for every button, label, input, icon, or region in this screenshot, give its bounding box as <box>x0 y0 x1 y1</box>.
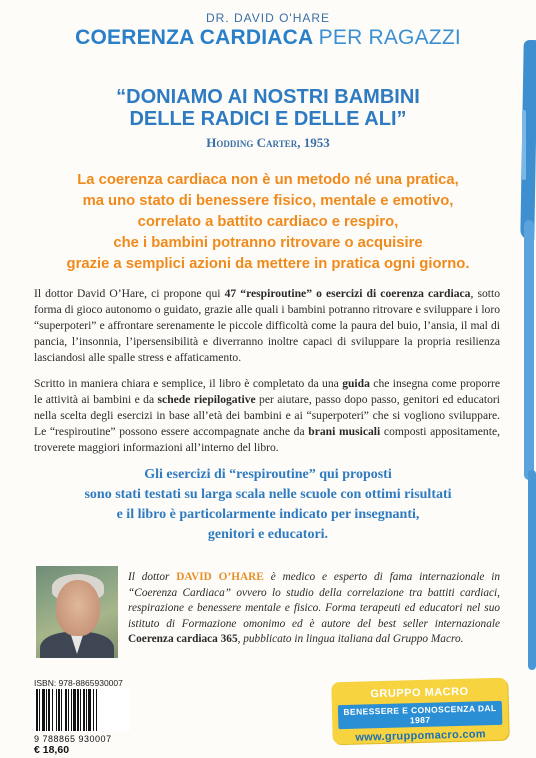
barcode-bar <box>39 689 40 731</box>
publisher-url: www.gruppomacro.com <box>355 728 487 744</box>
barcode-bar <box>93 689 94 731</box>
intro-line: che i bambini potranno ritrovare o acquisire <box>113 235 423 251</box>
description-paragraph-2 <box>34 376 500 456</box>
barcode-bar <box>88 689 91 731</box>
intro-line: grazie a semplici azioni da mettere in pratica ogni giorno. <box>66 256 470 272</box>
barcode-bar <box>36 689 38 731</box>
quote-attribution: Hodding Carter, 1953 <box>206 135 330 150</box>
barcode-bar <box>61 689 62 731</box>
barcode-bar <box>80 689 81 731</box>
intro-line: correlato a battito cardiaco e respiro, <box>137 214 399 230</box>
text-run-bold: schede riepilogative <box>157 393 256 406</box>
description-paragraph-1 <box>34 286 500 366</box>
highlight-line: sono stati testati su larga scala nelle scuole con ottimi risultati <box>84 487 452 502</box>
barcode-bar <box>86 689 87 731</box>
barcode-bar <box>71 689 72 731</box>
epigraph-quote <box>0 86 536 130</box>
text-run: Il dottor <box>128 571 177 583</box>
price-label: € 18,60 <box>34 744 70 756</box>
isbn-label: ISBN: 978-8865930007 <box>34 678 123 688</box>
intro-statement <box>20 170 516 275</box>
text-run-bold: brani musicali <box>308 425 381 438</box>
book-title <box>0 26 536 50</box>
barcode-bar <box>42 689 45 731</box>
author-photo <box>36 566 118 658</box>
quote-line-1: “DONIAMO AI NOSTRI BAMBINI <box>116 86 420 108</box>
text-run: , pubblicato in lingua italiana dal Gruppo Macro. <box>237 633 464 646</box>
decorative-brush-stroke <box>528 470 536 670</box>
barcode-bar <box>73 689 76 731</box>
text-run: per aiutare, passo dopo passo, genitori ed educatori nella scelta degli esercizi in base all’età dei bambini e ai “superpoteri” che si vogliono sviluppare. Le “respiroutine” possono essere accompagnate anche da <box>34 393 500 438</box>
barcode <box>34 689 130 731</box>
publisher-tagline: BENESSERE E CONOSCENZA DAL 1987 <box>338 701 503 729</box>
decorative-brush-stroke <box>524 220 534 480</box>
text-run: composti appositamente, troverete maggiori informazioni all’interno del libro. <box>34 425 500 454</box>
barcode-digits: 9 788865 930007 <box>34 734 112 744</box>
publisher-badge <box>331 678 509 745</box>
bio-book-title: Coerenza cardiaca 365 <box>128 633 238 646</box>
barcode-bar <box>46 689 47 731</box>
highlight-line: e il libro è particolarmente indicato per insegnanti, <box>116 507 420 522</box>
author-name: DR. DAVID O'HARE <box>205 11 331 25</box>
title-main: COERENZA CARDIACA <box>75 26 313 49</box>
barcode-bar <box>56 689 57 731</box>
barcode-bar <box>96 689 97 731</box>
barcode-bars <box>34 689 130 731</box>
author-bio <box>128 570 500 648</box>
title-suffix: PER RAGAZZI <box>318 26 461 49</box>
text-run: Scritto in maniera chiara e semplice, il libro è completato da una <box>34 377 343 390</box>
text-run: Il dottor David O’Hare, ci propone qui <box>34 287 225 300</box>
bio-author-name: DAVID O’HARE <box>176 571 264 583</box>
barcode-bar <box>52 689 53 731</box>
barcode-bar <box>77 689 79 731</box>
text-run: è medico e esperto di fama internazionale in “Coerenza Cardiaca” ovvero lo studio della correlazione tra battiti cardiaci, respirazione e benessere mentale e fisico. Forma terapeuti ed educatori nel suo istituto di Formazione omonimo ed è autore del best seller internazionale <box>128 571 501 630</box>
barcode-bar <box>68 689 69 731</box>
intro-line: ma uno stato di benessere fisico, mentale e emotivo, <box>82 193 454 209</box>
barcode-bar <box>65 689 67 731</box>
highlight-line: genitori e educatori. <box>207 527 329 542</box>
text-run: , sotto forma di gioco autonomo o guidato, grazie alle quali i bambini potranno ritrovare e sviluppare i loro “superpoteri” e affrontare serenamente le piccole difficoltà come la paura del buio, l’ansia, il mal di pancia, l’insonnia, l’ipersensibilità e diverranno inoltre capaci di sviluppare la propria resilienza lasciandosi alle spalle stress e affaticamento. <box>34 287 500 364</box>
publisher-name: GRUPPO MACRO <box>370 685 469 701</box>
highlight-statement <box>40 465 496 545</box>
text-run: che insegna come proporre le attività ai bambini e da <box>34 377 500 406</box>
barcode-bar <box>83 689 85 731</box>
photo-face <box>56 580 100 636</box>
barcode-bar <box>48 689 50 731</box>
highlight-line: Gli esercizi di “respiroutine” qui proposti <box>144 467 392 482</box>
text-run-bold: 47 “respiroutine” o esercizi di coerenza cardiaca <box>224 287 471 300</box>
intro-line: La coerenza cardiaca non è un metodo né una pratica, <box>77 172 459 188</box>
barcode-bar <box>58 689 60 731</box>
text-run-bold: guida <box>342 377 370 390</box>
quote-line-2: DELLE RADICI E DELLE ALI” <box>129 108 407 130</box>
